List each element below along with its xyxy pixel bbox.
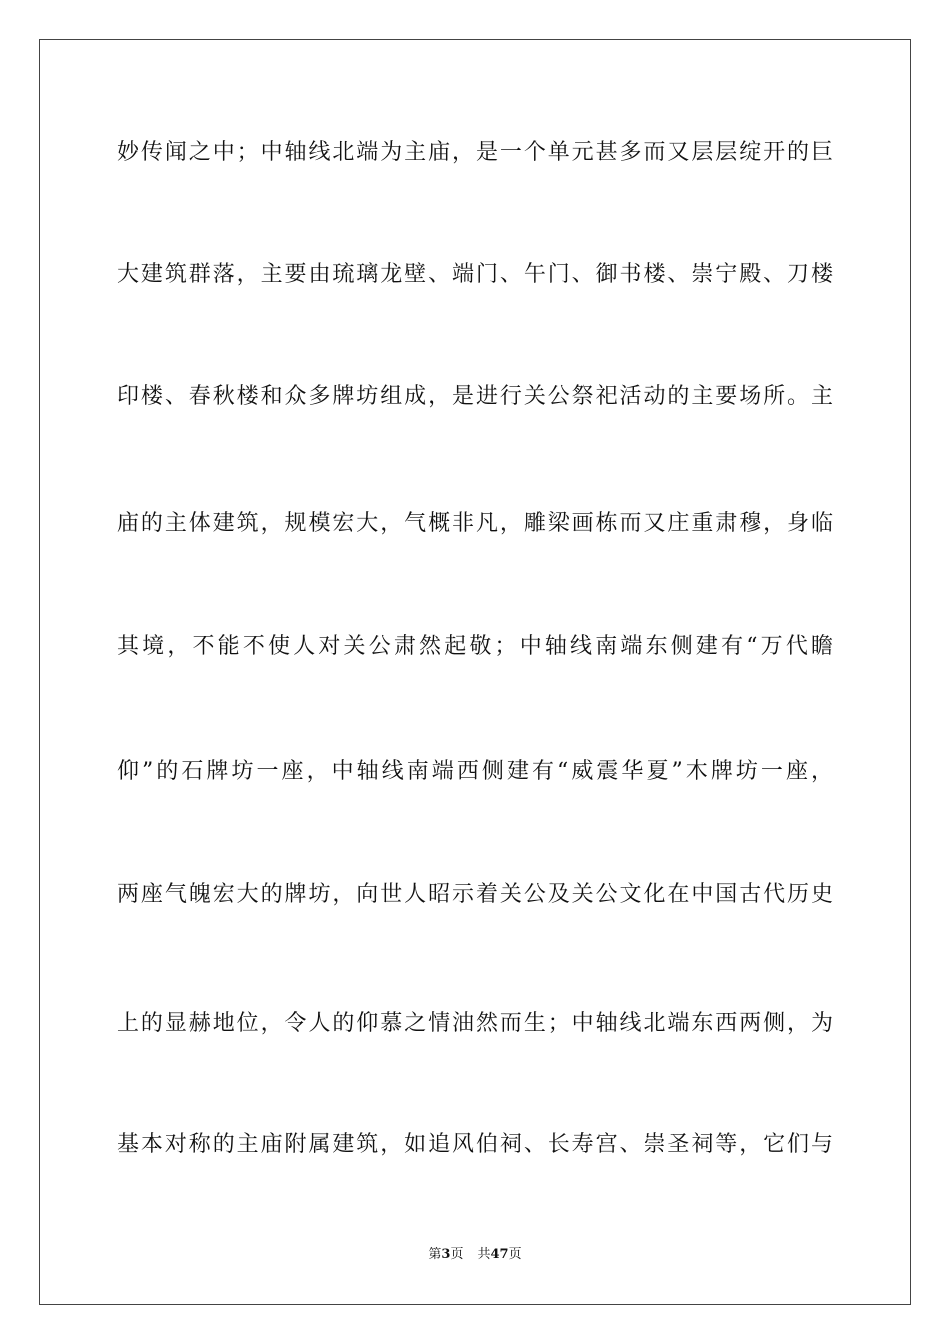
- text-line-5: 其境，不能不使人对关公肃然起敬；中轴线南端东侧建有“万代瞻: [117, 634, 833, 659]
- page-number: 3: [441, 1247, 451, 1262]
- text-line-4: 庙的主体建筑，规模宏大，气概非凡，雕梁画栋而又庄重肃穆，身临: [117, 511, 833, 536]
- total-suffix: 页: [508, 1247, 522, 1262]
- text-line-7: 两座气魄宏大的牌坊，向世人昭示着关公及关公文化在中国古代历史: [117, 882, 833, 907]
- total-prefix: 共: [477, 1247, 491, 1262]
- text-line-1: 妙传闻之中；中轴线北端为主庙，是一个单元甚多而又层层绽开的巨: [117, 140, 833, 165]
- page-border: [39, 39, 911, 1305]
- text-line-6: 仰”的石牌坊一座，中轴线南端西侧建有“威震华夏”木牌坊一座，: [117, 759, 833, 784]
- text-line-8: 上的显赫地位，令人的仰慕之情油然而生；中轴线北端东西两侧，为: [117, 1011, 833, 1036]
- text-line-3: 印楼、春秋楼和众多牌坊组成，是进行关公祭祀活动的主要场所。主: [117, 384, 833, 409]
- total-pages: 47: [490, 1247, 509, 1262]
- text-line-2: 大建筑群落，主要由琉璃龙壁、端门、午门、御书楼、崇宁殿、刀楼: [117, 262, 833, 287]
- page-prefix: 第: [428, 1247, 442, 1262]
- page-footer: [0, 1247, 950, 1263]
- page-suffix: 页: [450, 1247, 464, 1262]
- text-line-9: 基本对称的主庙附属建筑，如追风伯祠、长寿宫、崇圣祠等，它们与: [117, 1132, 833, 1157]
